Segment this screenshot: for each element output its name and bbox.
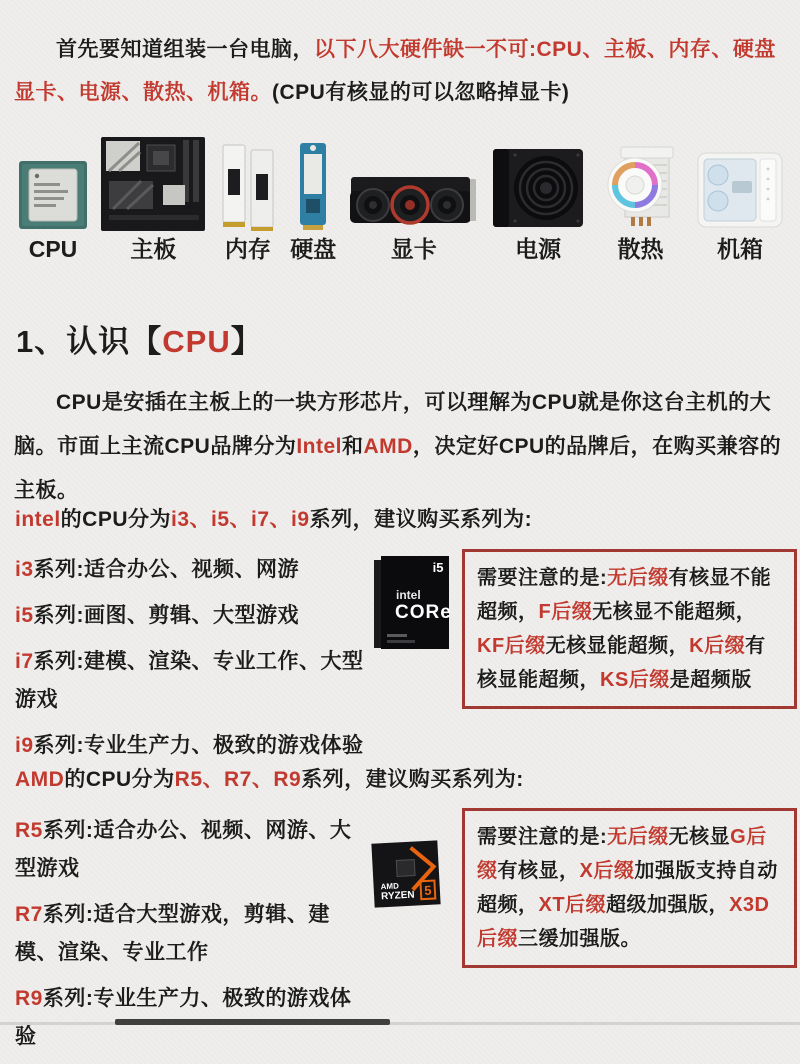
hw-item-cpu — [18, 159, 88, 262]
intel-box-product: CORe — [395, 602, 452, 623]
series-name: i5 — [15, 604, 34, 627]
hw-item-cooler — [599, 141, 683, 262]
psu-icon — [491, 145, 585, 231]
note-text-segment: 无核显不能超频， — [592, 601, 757, 623]
hw-label-psu: 电源 — [515, 236, 562, 262]
hw-item-gpu — [350, 167, 478, 262]
intel-series-heading — [15, 503, 532, 533]
intel-note-box — [462, 549, 797, 709]
hw-item-ssd — [290, 141, 336, 262]
amd-heading-mid: 的CPU分为 — [64, 768, 175, 791]
intel-series-list — [15, 551, 371, 773]
cpu-desc-text-3: ，决定好CPU的品牌后，在购买兼容的主板。 — [14, 435, 782, 502]
note-text-segment: 加强版支持自动超频， — [477, 860, 778, 916]
note-text-segment: 是超频版 — [669, 669, 752, 691]
hw-label-ssd: 硬盘 — [290, 236, 337, 262]
series-item-r7 — [15, 896, 371, 972]
intro-text-2: (CPU有核显的可以忽略掉显卡) — [272, 81, 570, 104]
bottom-bar — [115, 1019, 390, 1025]
series-desc: 系列:建模、渲染、专业工作、大型游戏 — [15, 650, 364, 711]
amd-box-brand: AMD — [380, 881, 400, 892]
series-item-i9 — [15, 727, 371, 765]
note-text-segment: G后缀 — [477, 826, 767, 882]
note-text-segment: 超级加强版， — [606, 894, 730, 916]
intel-box-badge: i5 — [432, 560, 444, 575]
series-name: R7 — [15, 903, 43, 926]
intel-heading-mid: 的CPU分为 — [60, 508, 172, 531]
amd-series-list — [15, 812, 371, 1064]
note-text-segment: X后缀 — [579, 860, 635, 882]
series-name: i7 — [15, 650, 34, 673]
section-number: 1、 — [16, 324, 67, 359]
hw-label-gpu: 显卡 — [390, 236, 437, 262]
brand-amd: AMD — [363, 435, 413, 458]
intel-brand: intel — [15, 508, 61, 531]
series-item-r9 — [15, 980, 371, 1056]
cpu-desc-text-2: 和 — [342, 435, 364, 458]
series-desc: 系列:画图、剪辑、大型游戏 — [33, 604, 300, 627]
series-item-i3 — [15, 551, 371, 589]
note-text-segment: 无核显 — [668, 826, 731, 848]
note-text-segment: 无核显能超频， — [545, 635, 690, 657]
note-text-segment: 有核显能超频， — [477, 635, 766, 691]
note-text-segment: KF后缀 — [477, 635, 546, 657]
gpu-icon — [350, 167, 478, 231]
section-title-pre: 认识【 — [66, 324, 163, 359]
series-desc: 系列:专业生产力、极致的游戏体验 — [15, 987, 352, 1048]
series-desc: 系列:适合办公、视频、网游 — [33, 558, 300, 581]
cooler-icon — [599, 141, 683, 231]
note-text-segment: KS后缀 — [600, 669, 670, 691]
amd-box-badge: 5 — [423, 882, 432, 899]
hw-item-motherboard — [101, 137, 205, 262]
case-icon — [696, 151, 784, 231]
intel-box-brand: intel — [396, 588, 421, 602]
amd-cpu-box-image — [366, 836, 446, 917]
hw-label-cpu: CPU — [28, 236, 78, 262]
amd-heading-tail: 系列，建议购买系列为: — [301, 768, 524, 791]
series-name: R9 — [15, 987, 43, 1010]
note-text-segment: 三缓加强版。 — [518, 928, 641, 950]
note-text-segment: 无后缀 — [607, 567, 669, 589]
ram-icon — [219, 143, 277, 231]
amd-box-product: RYZEN — [380, 889, 415, 903]
note-text-segment: 无后缀 — [607, 826, 669, 848]
motherboard-icon — [101, 137, 205, 231]
hardware-row — [18, 128, 784, 262]
hw-label-ram: 内存 — [224, 236, 271, 262]
series-item-r5 — [15, 812, 371, 888]
hw-label-cooler: 散热 — [617, 236, 664, 262]
series-name: i3 — [15, 558, 34, 581]
intel-heading-tail: 系列，建议购买系列为: — [309, 508, 533, 531]
note-text-segment: K后缀 — [689, 635, 746, 657]
series-name: i9 — [15, 734, 34, 757]
hw-item-case — [696, 151, 784, 262]
cpu-chip-icon — [18, 159, 88, 231]
series-name: R5 — [15, 819, 43, 842]
note-text-segment: 需要注意的是: — [477, 826, 608, 848]
hw-label-case: 机箱 — [716, 236, 763, 262]
section-title-post: 】 — [230, 324, 263, 359]
amd-series-heading — [15, 763, 524, 793]
intro-paragraph — [14, 28, 790, 114]
note-text-segment: 有核显不能超频， — [477, 567, 772, 623]
series-item-i5 — [15, 597, 371, 635]
section-title — [16, 316, 263, 361]
amd-models: R5、R7、R9 — [174, 768, 302, 791]
series-desc: 系列:适合大型游戏，剪辑、建模、渲染、专业工作 — [15, 903, 330, 964]
brand-intel: Intel — [296, 435, 343, 458]
hw-item-psu — [491, 145, 585, 262]
intel-cpu-box-image — [370, 552, 458, 659]
amd-brand: AMD — [15, 768, 65, 791]
note-text-segment: 需要注意的是: — [477, 567, 608, 589]
intro-text-1: 首先要知道组装一台电脑， — [56, 38, 314, 61]
intro-highlight: 以下八大硬件缺一不可:CPU、主板、内存、硬盘显卡、电源、散热、机箱。 — [14, 38, 776, 104]
note-text-segment: 有核显， — [497, 860, 580, 882]
cpu-desc-text-1: CPU是安插在主板上的一块方形芯片，可以理解为CPU就是你这台主机的大脑。市面上主流CPU品牌分为 — [14, 391, 772, 458]
intel-models: i3、i5、i7、i9 — [171, 508, 310, 531]
amd-note-box — [462, 808, 797, 968]
hw-item-ram — [219, 143, 277, 262]
series-item-i7 — [15, 643, 371, 719]
note-text-segment: XT后缀 — [538, 894, 607, 916]
series-desc: 系列:适合办公、视频、网游、大型游戏 — [15, 819, 352, 880]
note-text-segment: F后缀 — [538, 601, 593, 623]
ssd-icon — [295, 141, 331, 231]
note-text-segment: X3D后缀 — [477, 894, 770, 950]
hw-label-motherboard: 主板 — [130, 236, 177, 262]
cpu-description — [14, 381, 792, 513]
series-desc: 系列:专业生产力、极致的游戏体验 — [33, 734, 364, 757]
section-title-highlight: CPU — [162, 324, 231, 359]
